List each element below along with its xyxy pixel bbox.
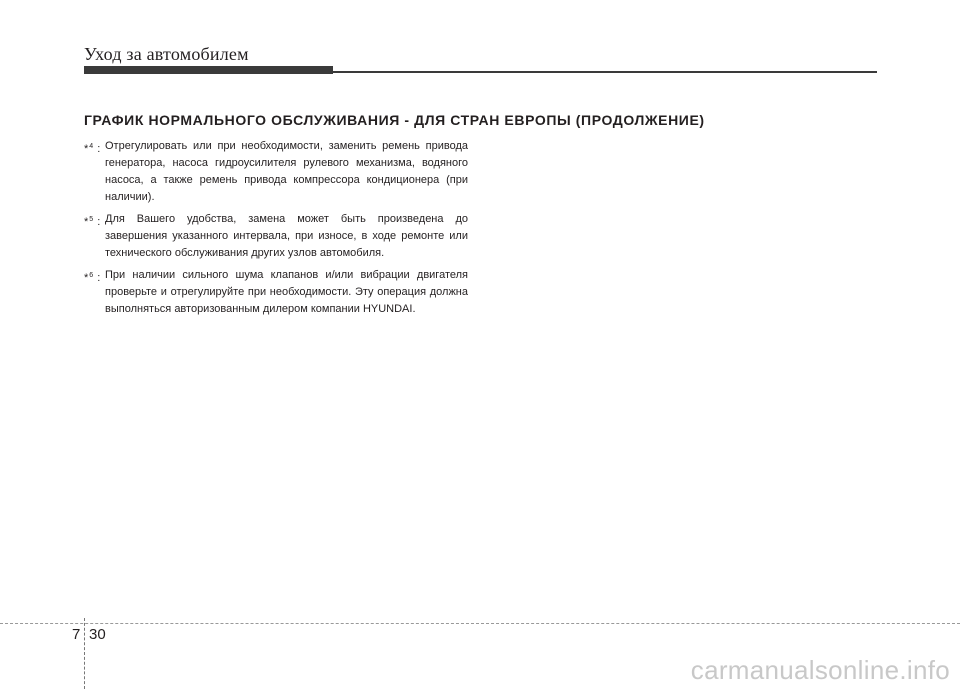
note-text: Для Вашего удобства, замена может быть произведена до завершения указанного интервала, при износе, в ходе ремонте или технического обслуживания других узлов автомобиля. [105,213,468,259]
note-asterisk: * [84,143,89,155]
note-number: 5 [89,216,94,223]
note-text: Отрегулировать или при необходимости, заменить ремень привода генератора, насоса гидроусилителя рулевого механизма, водяного насоса, а также ремень привода компрессора кондиционера (при наличии). [105,140,468,203]
section-title: ГРАФИК НОРМАЛЬНОГО ОБСЛУЖИВАНИЯ - ДЛЯ СТРАН ЕВРОПЫ (ПРОДОЛЖЕНИЕ) [84,112,705,128]
notes-list [84,138,468,323]
watermark-text: carmanualsonline.info [690,655,950,685]
note-number: 4 [89,143,94,150]
header-rule-thick [84,66,333,74]
header-rule-thin [333,71,877,73]
note-asterisk: * [84,216,89,228]
page-number: 30 [89,626,106,643]
note-colon: : [97,143,101,155]
footer-divider-vertical [84,618,85,689]
note-item [84,267,468,318]
note-asterisk: * [84,272,89,284]
footer-divider-horizontal [0,623,960,624]
note-item [84,211,468,262]
note-colon: : [97,272,101,284]
chapter-number: 7 [72,626,81,643]
note-number: 6 [89,272,94,279]
running-header: Уход за автомобилем [84,44,249,64]
note-item [84,138,468,206]
note-marker [84,138,100,158]
note-colon: : [97,216,101,228]
note-marker [84,267,100,287]
note-marker [84,211,100,231]
note-text: При наличии сильного шума клапанов и/или вибрации двигателя проверьте и отрегулируйте при необходимости. Эту операция должна выполняться авторизованным дилером компании HYUNDAI. [105,269,468,315]
